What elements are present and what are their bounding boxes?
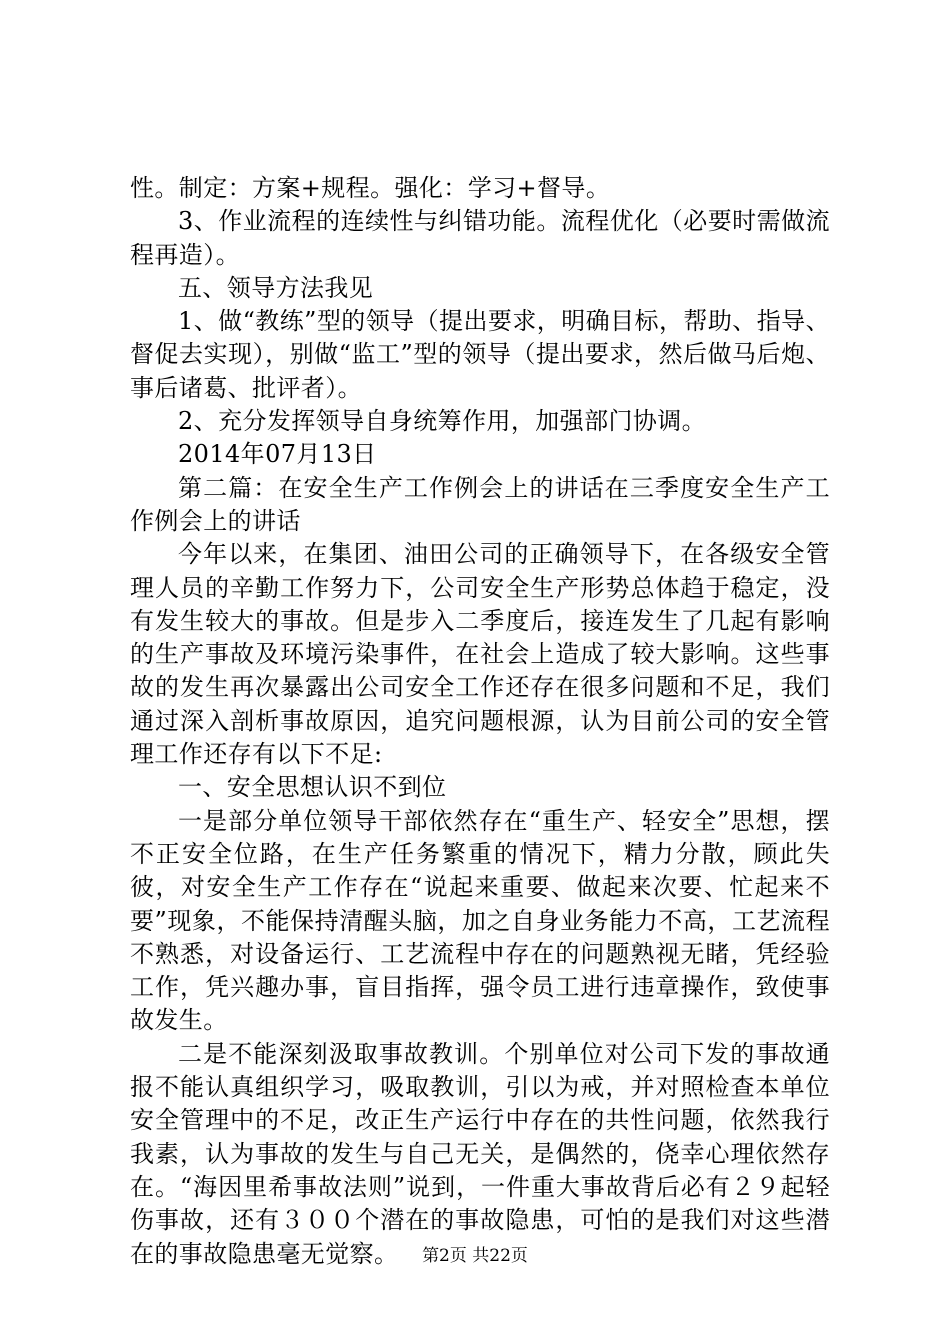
date-line: 2014年07月13日 — [178, 440, 377, 469]
paragraph-8: 今年以来，在集团、油田公司的正确领导下，在各级安全管理人员的辛勤工作努力下，公司安全生产形势总体趋于稳定，没有发生较大的事故。但是步入二季度后，接连发生了几起有影响的生产事故及环境污染事件，在社会上造成了较大影响。这些事故的发生再次暴露出公司安全工作还存在很多问题和不足，我们通过深入剖析事故原因，追究问题根源，认为目前公司的安全管理工作还存有以下不足: — [130, 540, 830, 769]
document-body — [130, 172, 830, 1271]
page-footer: 第2页 共22页 — [422, 1246, 528, 1266]
paragraph-11: 二是不能深刻汲取事故教训。个别单位对公司下发的事故通报不能认真组织学习，吸取教训，引以为戒，并对照检查本单位安全管理中的不足，改正生产运行中存在的共性问题，依然我行我素，认为事故的发生与自己无关，是偶然的，侥幸心理依然存在。“海因里希事故法则”说到，一件重大事故背后必有２９起轻伤事故，还有３００个潜在的事故隐患，可怕的是我们对这些潜在的事故隐患毫无觉察。 — [130, 1039, 830, 1268]
paragraph-5: 2、充分发挥领导自身统筹作用，加强部门协调。 — [178, 407, 707, 436]
paragraph-10: 一是部分单位领导干部依然存在“重生产、轻安全”思想，摆不正安全位路，在生产任务繁重的情况下，精力分散，顾此失彼，对安全生产工作存在“说起来重要、做起来次要、忙起来不要”现象，不能保持清醒头脑，加之自身业务能力不高，工艺流程不熟悉，对设备运行、工艺流程中存在的问题熟视无睹，凭经验工作，凭兴趣办事，盲目指挥，强令员工进行违章操作，致使事故发生。 — [130, 806, 830, 1035]
section-heading-5: 五、领导方法我见 — [178, 273, 374, 302]
paragraph-4: 1、做“教练”型的领导（提出要求，明确目标，帮助、指导、督促去实现），别做“监工”型的领导（提出要求，然后做马后炮、事后诸葛、批评者）。 — [130, 307, 830, 402]
paragraph-2: 3、作业流程的连续性与纠错功能。流程优化（必要时需做流程再造）。 — [130, 207, 830, 269]
part-two-title: 第二篇：在安全生产工作例会上的讲话在三季度安全生产工作例会上的讲话 — [130, 473, 830, 535]
section-heading-1: 一、安全思想认识不到位 — [178, 773, 447, 802]
paragraph-1: 性。制定：方案+规程。强化：学习+督导。 — [130, 174, 611, 202]
